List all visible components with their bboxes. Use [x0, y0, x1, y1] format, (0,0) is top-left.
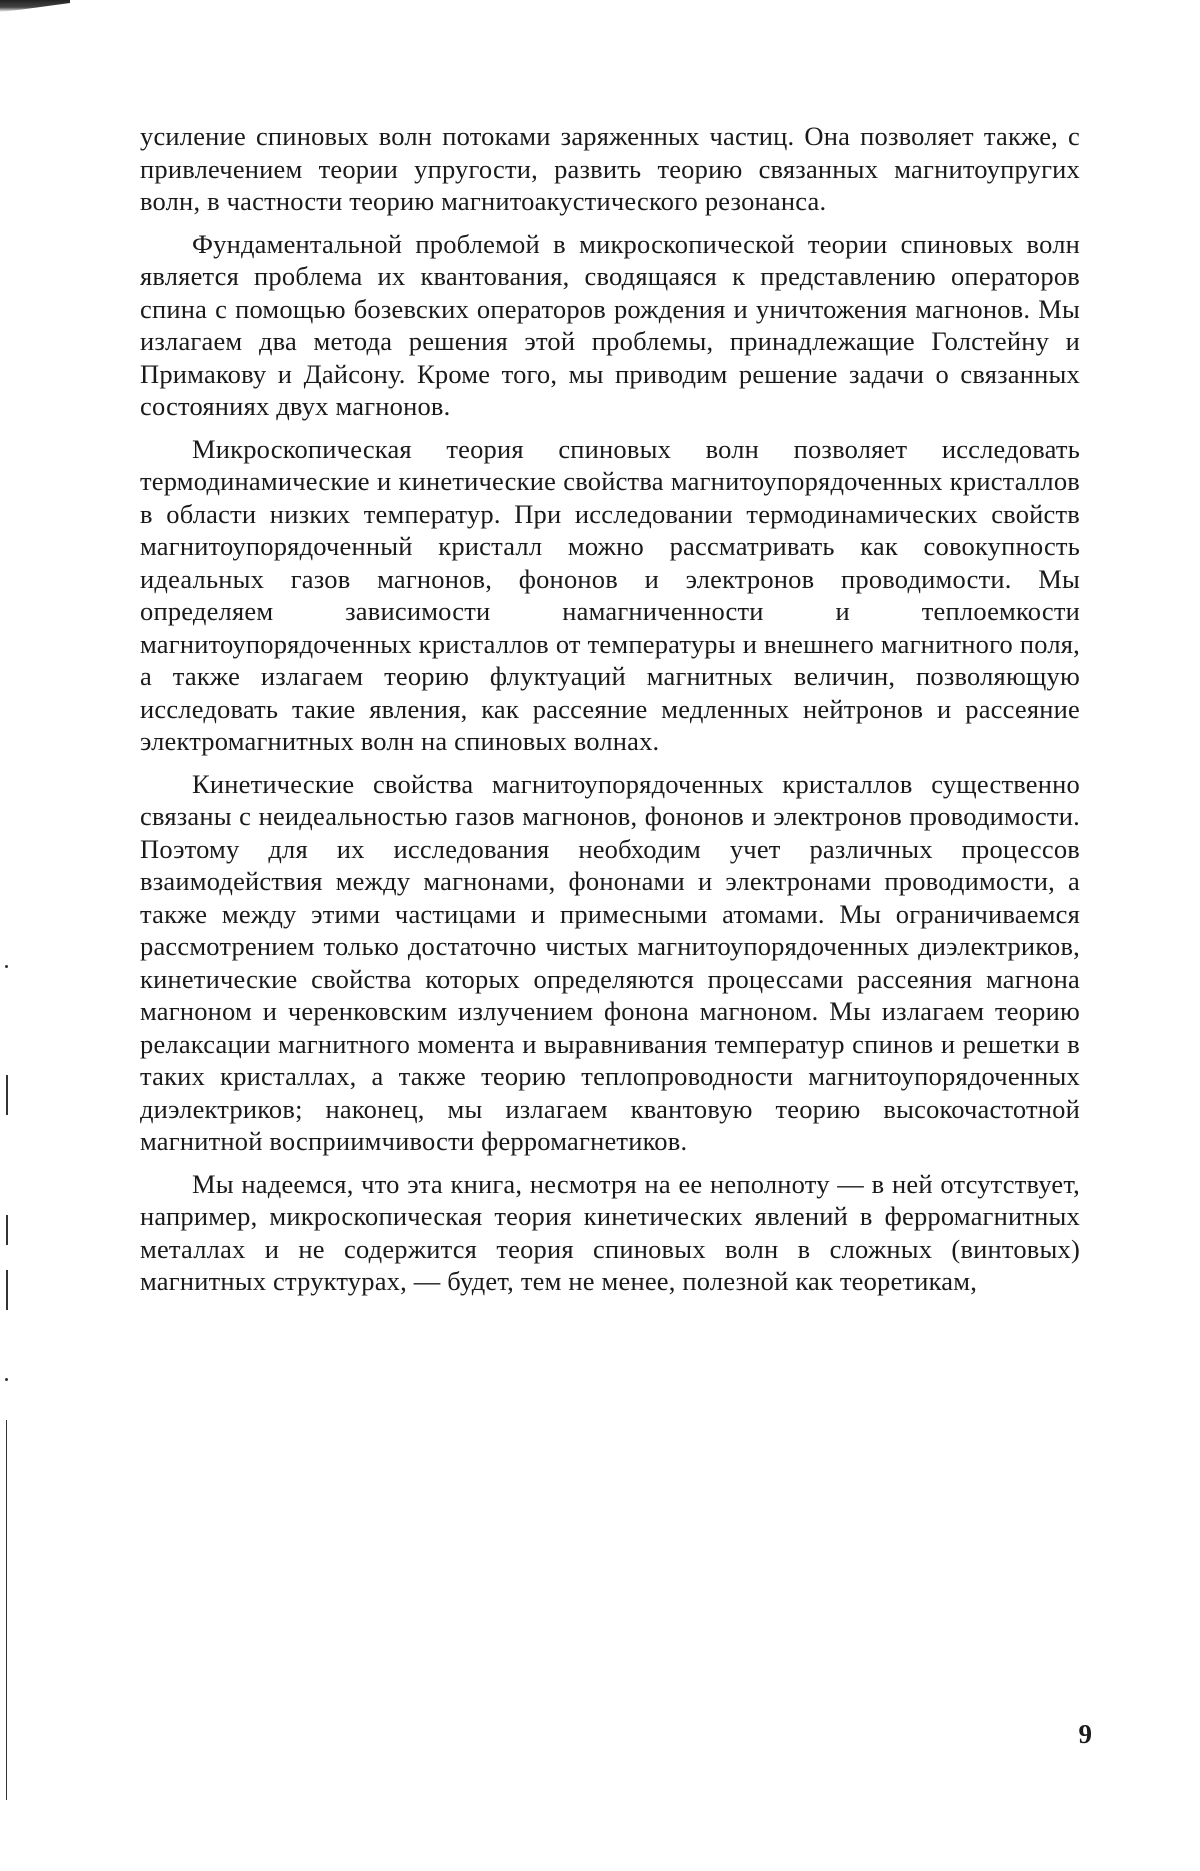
page-number: 9 [1078, 1719, 1092, 1749]
scan-corner-mark [0, 0, 70, 12]
paragraph-2: Фундаментальной проблемой в микроскопической теории спиновых волн является проблема их квантования, сводящаяся к представлению операторов спина с помощью бозевских операторов рождения и уничтожения магнонов. Мы излагаем два метода решения этой проблемы, принадлежащие Голстейну и Примакову и Дайсону. Кроме того, мы приводим решение задачи о связанных состояниях двух магнонов. [140, 228, 1080, 421]
scan-edge-mark [6, 1270, 8, 1310]
paragraph-3: Микроскопическая теория спиновых волн позволяет исследовать термодинамические и кинетические свойства магнитоупорядоченных кристаллов в области низких температур. При исследовании термодинамических свойств магнитоупорядоченный кристалл можно рассматривать как совокупность идеальных газов магнонов, фононов и электронов проводимости. Мы определяем зависимости намагниченности и теплоемкости магнитоупорядоченных кристаллов от температуры и внешнего магнитного поля, а также излагаем теорию флуктуаций магнитных величин, позволяющую исследовать такие явления, как рассеяние медленных нейтронов и рассеяние электромагнитных волн на спиновых волнах. [140, 433, 1080, 756]
paragraph-1: усиление спиновых волн потоками заряженных частиц. Она позволяет также, с привлечением теории упругости, развить теорию связанных магнитоупругих волн, в частности теорию магнитоакустического резонанса. [140, 121, 1080, 216]
paragraph-5: Мы надеемся, что эта книга, несмотря на ее неполноту — в ней отсутствует, например, микроскопическая теория кинетических явлений в ферромагнитных металлах и не содержится теория спиновых волн в сложных (винтовых) магнитных структурах, — будет, тем не менее, полезной как теоретикам, [140, 1168, 1080, 1296]
scan-edge-mark [6, 1075, 8, 1115]
paragraph-4: Кинетические свойства магнитоупорядоченных кристаллов существенно связаны с неидеальностью газов магнонов, фононов и электронов проводимости. Поэтому для их исследования необходим учет различных процессов взаимодействия между магнонами, фононами и электронами проводимости, а также между этими частицами и примесными атомами. Мы ограничиваемся рассмотрением только достаточно чистых магнитоупорядоченных диэлектриков, кинетические свойства которых определяются процессами рассеяния магнона магноном и черенковским излучением фонона магноном. Мы излагаем теорию релаксации магнитного момента и выравнивания температур спинов и решетки в таких кристаллах, а также теорию теплопроводности магнитоупорядоченных диэлектриков; наконец, мы излагаем квантовую теорию высокочастотной магнитной восприимчивости ферромагнетиков. [140, 768, 1080, 1156]
body-text [140, 120, 1080, 1298]
scan-edge-mark [6, 1215, 8, 1245]
scan-edge-mark [6, 1420, 7, 1800]
scan-edge-dot [5, 1378, 8, 1381]
scan-edge-dot [5, 965, 8, 968]
